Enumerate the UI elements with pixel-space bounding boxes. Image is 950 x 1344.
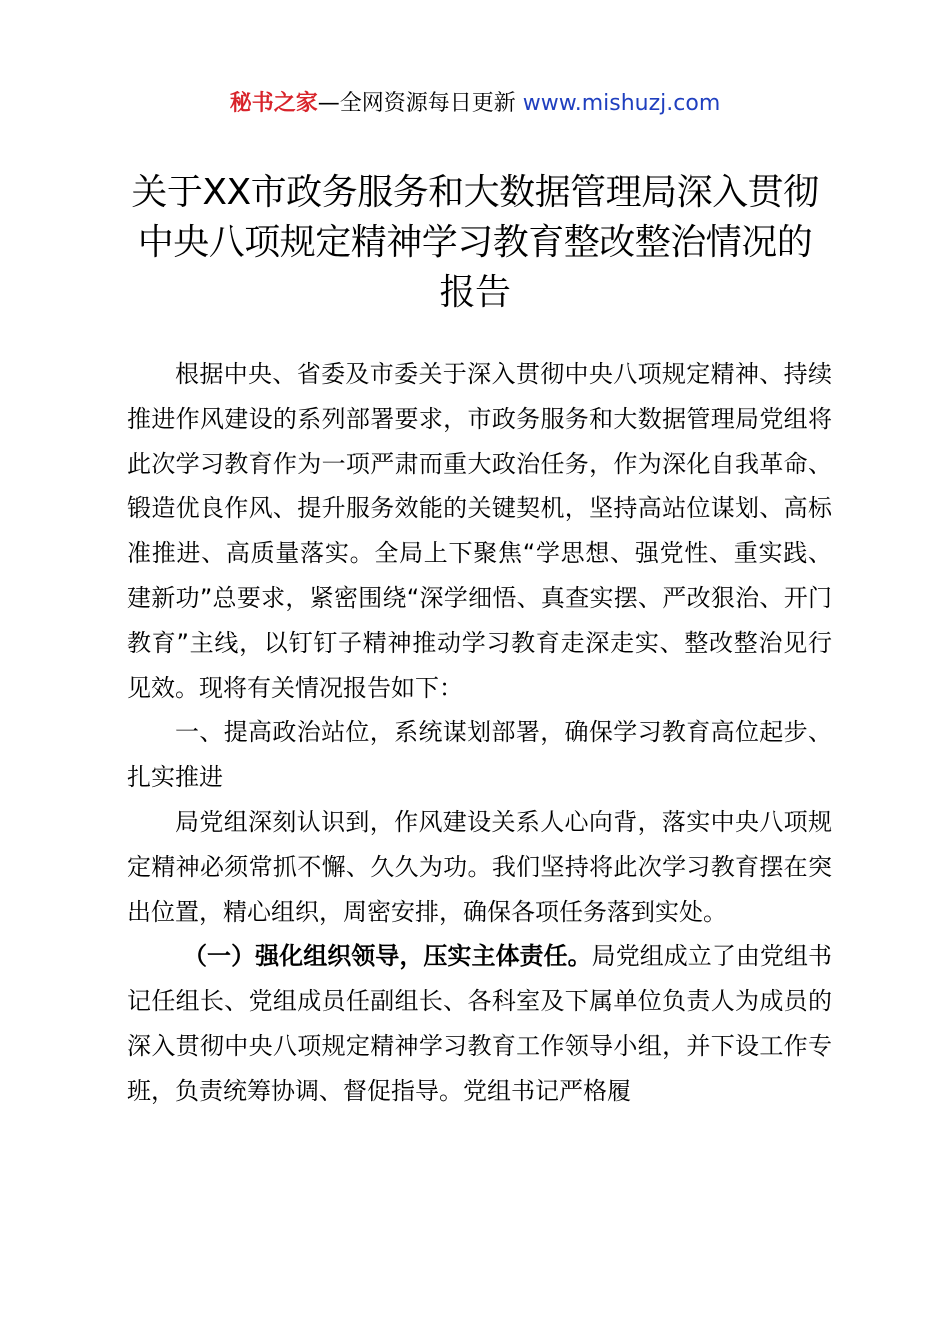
document-title xyxy=(100,168,850,318)
document-body xyxy=(127,352,832,1114)
intro-paragraph: 根据中央、省委及市委关于深入贯彻中央八项规定精神、持续推进作风建设的系列部署要求，市政务服务和大数据管理局党组将此次学习教育作为一项严肃而重大政治任务，作为深化自我革命、锻造优良作风、提升服务效能的关键契机，坚持高站位谋划、高标准推进、高质量落实。全局上下聚焦“学思想、强党性、重实践、建新功”总要求，紧密围绕“深学细悟、真查实摆、严改狠治、开门教育”主线，以钉钉子精神推动学习教育走深走实、整改整治见行见效。现将有关情况报告如下： xyxy=(127,360,832,702)
site-header xyxy=(0,88,950,120)
section-heading-1: 一、提高政治站位，系统谋划部署，确保学习教育高位起步、扎实推进 xyxy=(127,718,832,792)
subsection-1-paragraph xyxy=(127,934,832,1113)
title-line-3: 报告 xyxy=(439,272,511,313)
title-line-1: 关于XX市政务服务和大数据管理局深入贯彻 xyxy=(131,172,819,213)
title-line-2: 中央八项规定精神学习教育整改整治情况的 xyxy=(137,222,813,263)
section-1-paragraph: 局党组深刻认识到，作风建设关系人心向背，落实中央八项规定精神必须常抓不懈、久久为功。我们坚持将此次学习教育摆在突出位置，精心组织，周密安排，确保各项任务落到实处。 xyxy=(127,807,832,926)
header-tagline: —全网资源每日更新 xyxy=(317,91,516,116)
subsection-1-lead: （一）强化组织领导，压实主体责任。 xyxy=(183,942,592,971)
site-url-link[interactable]: www.mishuzj.com xyxy=(522,91,721,116)
brand-name: 秘书之家 xyxy=(229,91,318,116)
subsection-1-text: 局党组成立了由党组书记任组长、党组成员任副组长、各科室及下属单位负责人为成员的深入贯彻中央八项规定精神学习教育工作领导小组，并下设工作专班，负责统筹协调、督促指导。党组书记严格履 xyxy=(127,942,833,1105)
